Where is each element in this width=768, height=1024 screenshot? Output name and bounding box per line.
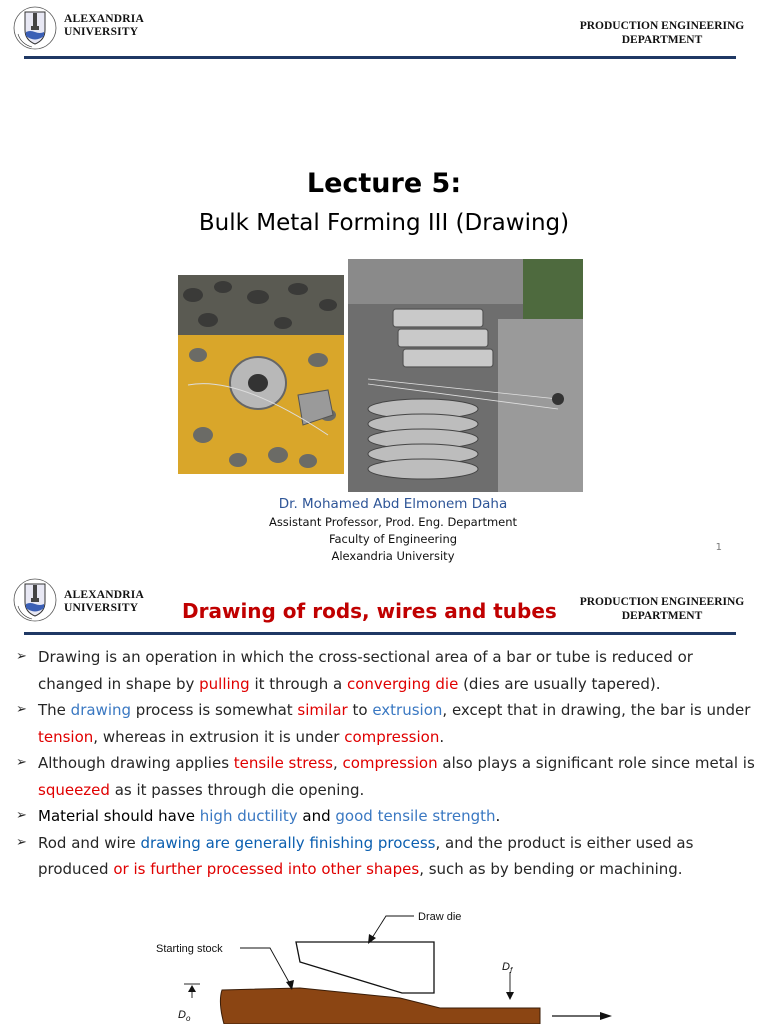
lecture-subtitle: Bulk Metal Forming III (Drawing) xyxy=(198,210,570,236)
bullet-text-run: Although drawing applies xyxy=(38,754,234,772)
bullet-text-run: . xyxy=(495,807,501,825)
department-line-2: DEPARTMENT xyxy=(621,34,703,46)
university-name xyxy=(64,589,144,615)
bullet-text-run: extrusion xyxy=(372,701,443,719)
bullet-text-run: drawing xyxy=(70,701,132,719)
starting-stock-leader xyxy=(240,948,290,984)
bullet-text-run: or is further processed into other shapes xyxy=(113,860,420,878)
draw-die-leader xyxy=(372,916,414,938)
bullet-text-run: good tensile strength xyxy=(335,807,496,825)
department-line-2: DEPARTMENT xyxy=(621,610,703,622)
bullet-text-run: , whereas in extrusion it is under xyxy=(93,727,345,746)
bullet-text-run: drawing are generally finishing process xyxy=(140,833,436,852)
bullet-text-run: high ductility xyxy=(199,807,298,825)
slide-title: Drawing of rods, wires and tubes xyxy=(182,599,557,623)
bullet-item xyxy=(16,750,762,803)
header-rule xyxy=(24,632,736,635)
bullet-text-run: compression xyxy=(342,754,438,772)
bullet-text-run: compression xyxy=(344,727,440,746)
department-line-1: PRODUCTION ENGINEERING xyxy=(579,596,745,608)
starting-stock-bar xyxy=(220,988,540,1024)
bullet-text-run: it through a xyxy=(249,674,347,693)
author-faculty: Faculty of Engineering xyxy=(328,532,458,546)
do-subscript: o xyxy=(185,1014,191,1023)
bullet-item xyxy=(16,697,762,750)
draw-die-label: Draw die xyxy=(418,911,462,923)
bullet-arrow-icon: ➢ xyxy=(16,755,27,770)
department-line-1: PRODUCTION ENGINEERING xyxy=(579,20,745,32)
bullet-text-run: Material should have xyxy=(38,807,200,825)
bullet-text-run: pulling xyxy=(199,674,250,693)
author-title: Assistant Professor, Prod. Eng. Department xyxy=(268,515,518,529)
university-logo xyxy=(12,576,58,622)
bullet-text-run: , and the product is either used as produced xyxy=(38,833,694,878)
df-subscript: f xyxy=(509,966,513,975)
bullet-text-run: similar xyxy=(297,701,348,719)
department-name xyxy=(562,595,762,623)
author-name: Dr. Mohamed Abd Elmonem Daha xyxy=(278,496,508,512)
bullet-text-run: tension xyxy=(38,727,94,746)
starting-stock-label: Starting stock xyxy=(156,943,223,955)
bullet-text-run: (dies are usually tapered). xyxy=(458,674,661,693)
slide-2 xyxy=(0,572,768,1024)
bullet-text-run: . xyxy=(439,727,445,746)
university-name xyxy=(64,13,144,39)
bullet-text-run: and xyxy=(297,807,336,825)
university-logo xyxy=(12,4,58,50)
draw-die xyxy=(296,942,434,993)
bullet-item xyxy=(16,803,762,830)
bullet-text-run: , except that in drawing, the bar is under xyxy=(442,701,751,719)
bullet-text-run: converging die xyxy=(346,674,459,693)
bullet-text-run: squeezed xyxy=(38,780,110,799)
page-number: 1 xyxy=(715,542,722,553)
bullet-arrow-icon: ➢ xyxy=(16,808,27,823)
bullet-list xyxy=(16,644,762,883)
header-rule xyxy=(24,56,736,59)
university-line-1: ALEXANDRIA xyxy=(64,13,144,25)
bullet-text-run: Rod and wire xyxy=(38,833,141,852)
university-line-2: UNIVERSITY xyxy=(64,26,139,38)
bullet-item xyxy=(16,644,762,697)
bullet-text-run: as it passes through die opening. xyxy=(109,780,365,799)
bullet-text-run: tensile stress xyxy=(233,754,333,772)
lecture-title: Lecture 5: xyxy=(306,168,462,199)
department-name xyxy=(562,19,762,47)
university-line-2: UNIVERSITY xyxy=(64,602,139,614)
bullet-text-run: , xyxy=(332,754,343,772)
wire-drawing-machine-photo xyxy=(348,259,583,492)
bullet-item xyxy=(16,830,762,883)
bullet-text-run: also plays a significant role since metal is xyxy=(437,754,755,772)
do-main: D xyxy=(178,1009,186,1021)
bullet-text-run: Drawing is an operation in which the cross-sectional area of a bar or tube is reduced or changed in shape by xyxy=(38,648,693,693)
drawing-dies-photo xyxy=(178,275,344,474)
df-label xyxy=(502,961,513,975)
bullet-text-run: , such as by bending or machining. xyxy=(419,860,683,878)
df-main: D xyxy=(502,961,510,973)
bullet-text-run: The xyxy=(38,701,71,719)
bullet-text-run: process is somewhat xyxy=(131,701,298,719)
do-label xyxy=(178,1009,191,1023)
author-university: Alexandria University xyxy=(331,549,455,563)
university-line-1: ALEXANDRIA xyxy=(64,589,144,601)
bullet-text-run: to xyxy=(347,701,373,719)
bullet-arrow-icon: ➢ xyxy=(16,649,27,664)
bullet-arrow-icon: ➢ xyxy=(16,834,27,850)
bullet-arrow-icon: ➢ xyxy=(16,702,27,717)
